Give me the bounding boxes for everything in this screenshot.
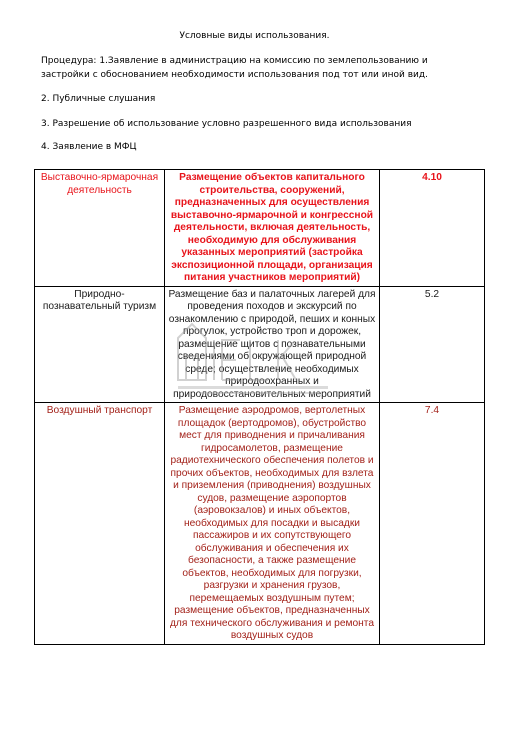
use-description-cell: Размещение баз и палаточных лагерей для проведения походов и экскурсий по ознакомлению с природой, пеших и конных прогулок, устройство троп и дорожек, размещение щитов с познавательными сведениями об окружающей природной среде; осуществление необходимых природоохранных и природовосстановительных мероприятий bbox=[165, 286, 380, 403]
use-description-cell: Размещение объектов капитального строительства, сооружений, предназначенных для осуществления выставочно-ярмарочной и конгрессной деятельности, включая деятельность, необходимую для обслуживания указанных мероприятий (застройка экспозиционной площади, организация питания участников мероприятий) bbox=[165, 170, 380, 287]
use-description-cell: Размещение аэродромов, вертолетных площадок (вертодромов), обустройство мест для приводнения и причаливания гидросамолетов, размещение радиотехнического обеспечения полетов и прочих объектов, необходимых для взлета и приземления (приводнения) воздушных судов, размещение аэропортов (аэровокзалов) и иных объектов, необходимых для посадки и высадки пассажиров и их сопутствующего обслуживания и обеспечения их безопасности, а также размещение объектов, необходимых для погрузки, разгрузки и хранения грузов, перемещаемых воздушным путем; размещение объектов, предназначенных для технического обслуживания и ремонта воздушных судов bbox=[165, 403, 380, 645]
table-row bbox=[35, 286, 485, 403]
table-row bbox=[35, 403, 485, 645]
step-permission: 3. Разрешение об использование условно разрешенного вида использования bbox=[41, 119, 412, 129]
use-code-cell: 5.2 bbox=[380, 286, 485, 403]
step-mfc-application: 4. Заявление в МФЦ bbox=[41, 142, 137, 152]
page-title: Условные виды использования. bbox=[179, 31, 330, 41]
use-name-cell: Воздушный транспорт bbox=[35, 403, 165, 645]
procedure-paragraph: Процедура: 1.Заявление в администрацию на комиссию по землепользованию и застройки с обоснованием необходимости использования под тот или иной вид. bbox=[41, 56, 428, 80]
use-code-cell: 4.10 bbox=[380, 170, 485, 287]
table-row bbox=[35, 170, 485, 287]
use-name-cell: Выставочно-ярмарочная деятельность bbox=[35, 170, 165, 287]
land-use-table bbox=[34, 169, 485, 645]
use-code-cell: 7.4 bbox=[380, 403, 485, 645]
use-name-cell: Природно-познавательный туризм bbox=[35, 286, 165, 403]
step-public-hearings: 2. Публичные слушания bbox=[41, 94, 156, 104]
